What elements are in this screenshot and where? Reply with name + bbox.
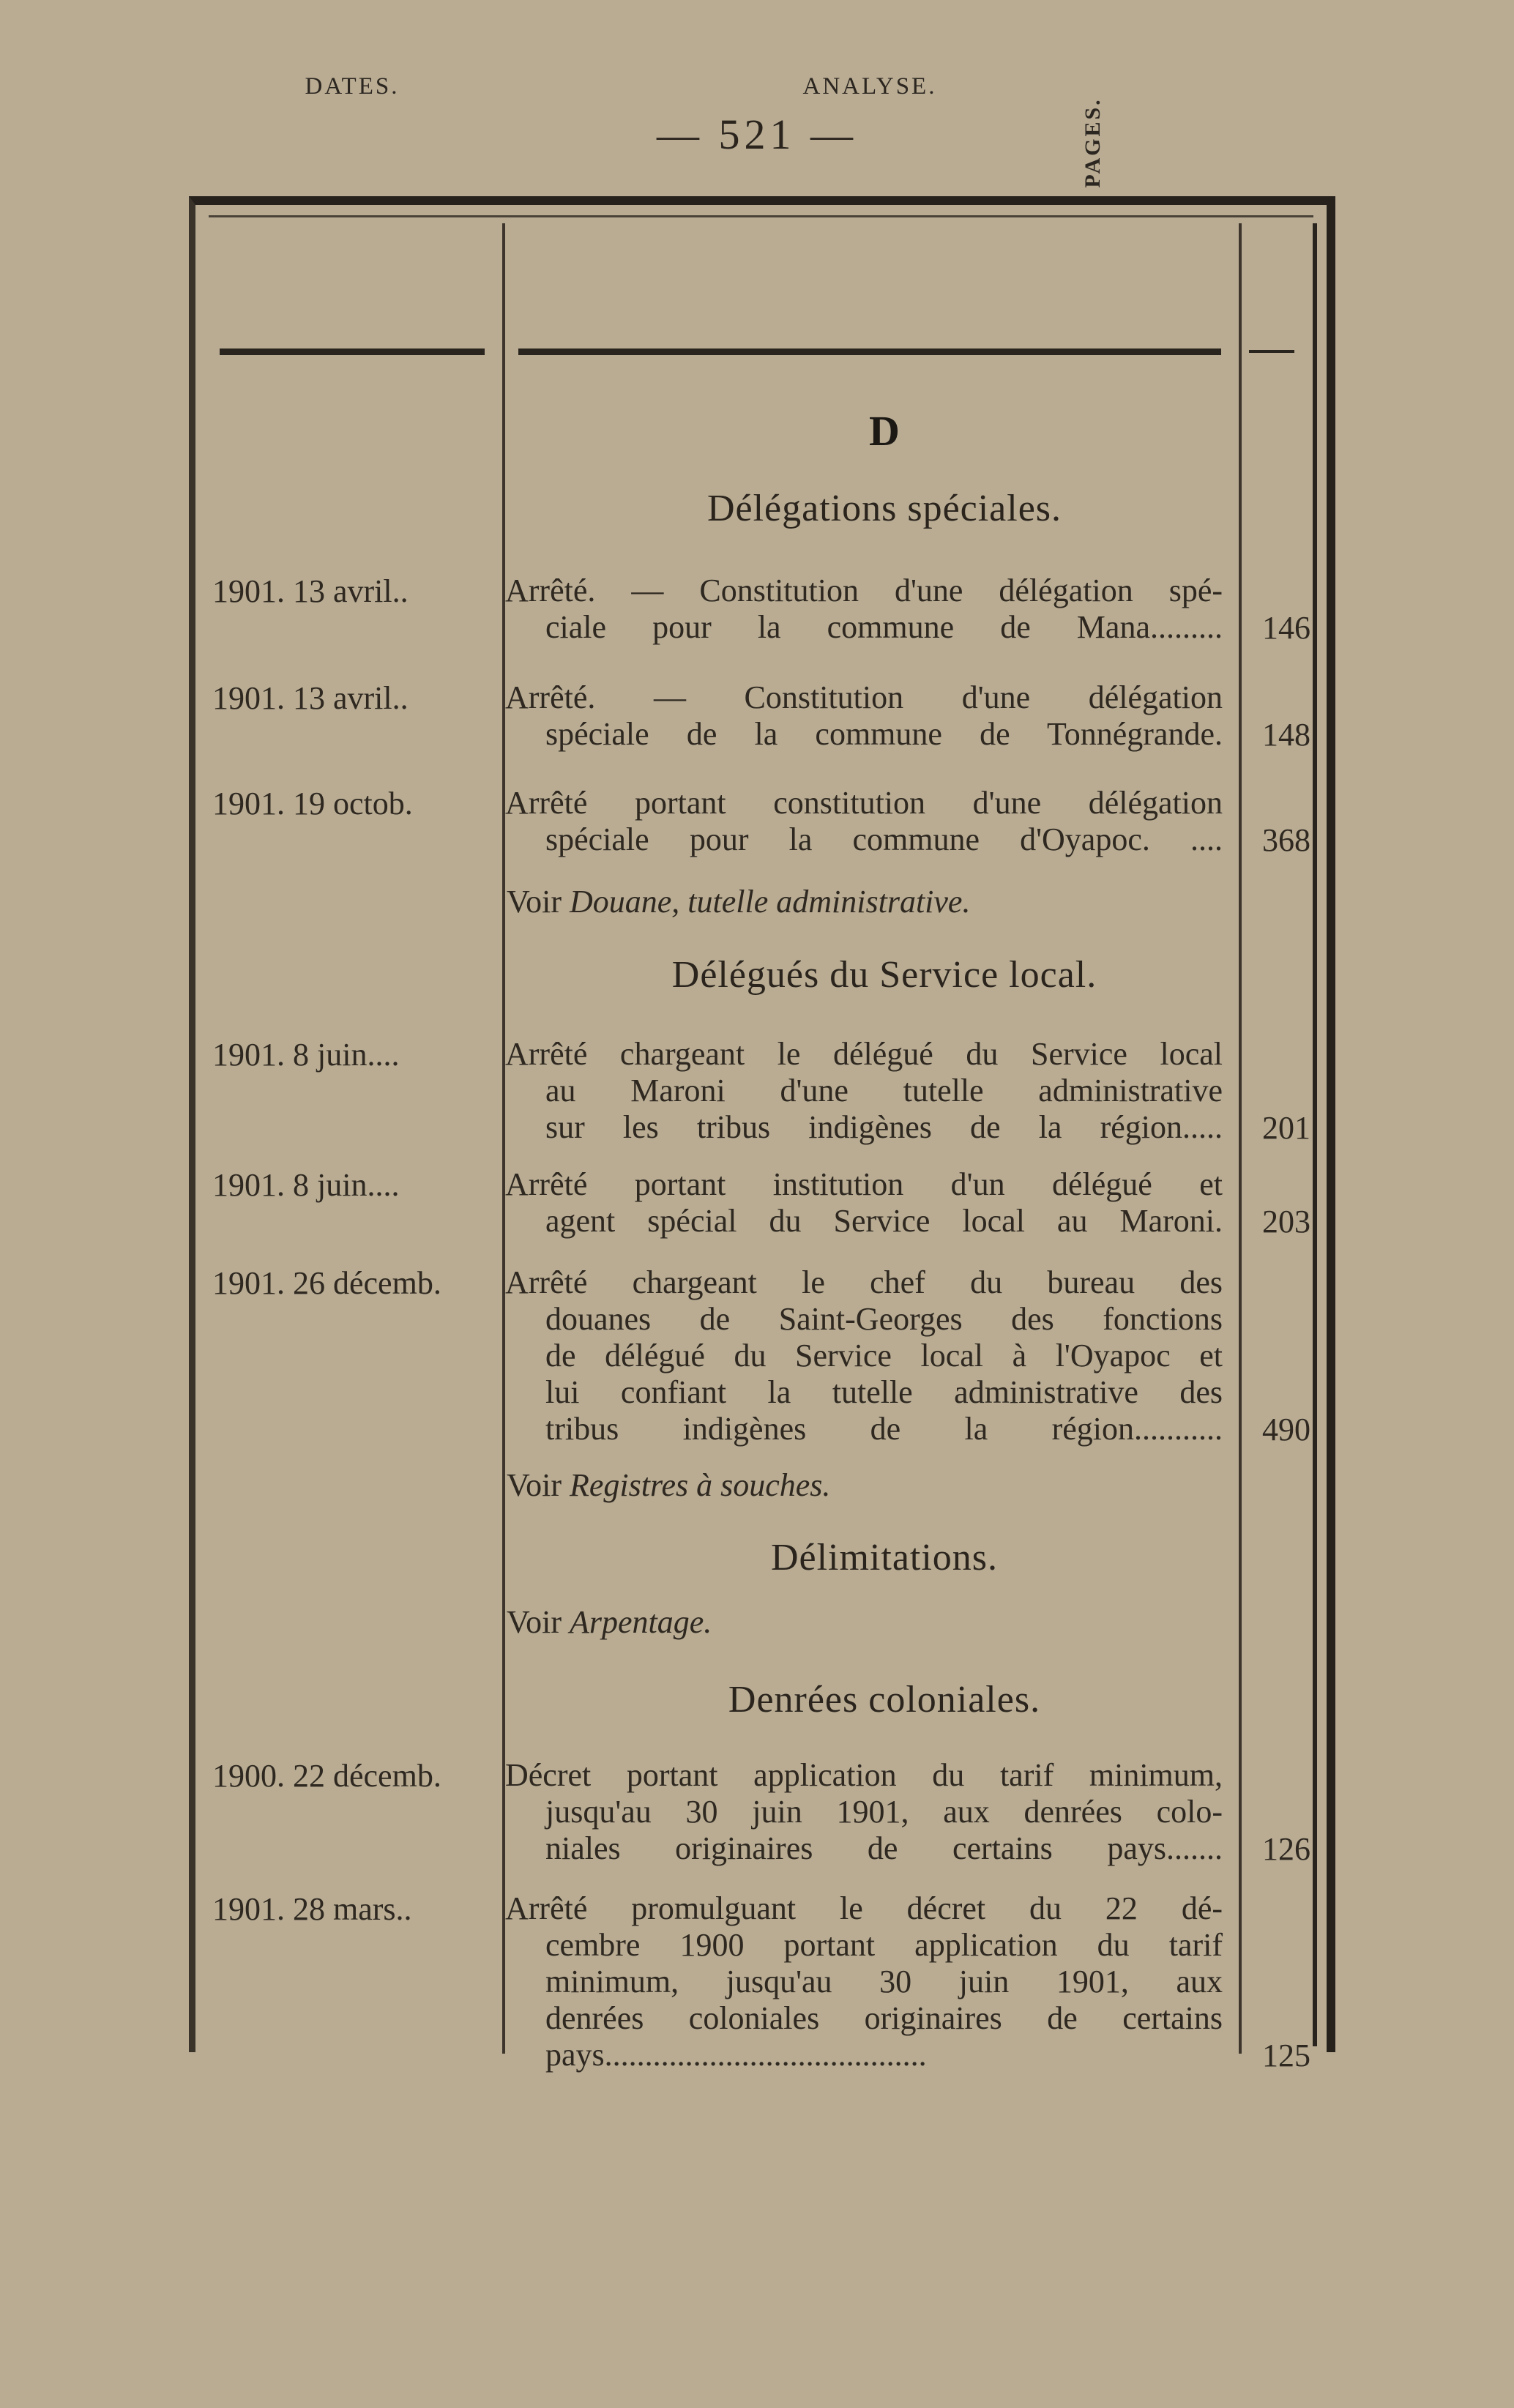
heading-delegues-service-local: Délégués du Service local. [671, 954, 1097, 996]
reference-link-douane[interactable]: Douane, tutelle administrative. [569, 884, 971, 920]
column-header-analyse: ANALYSE. [802, 73, 937, 100]
entry-line: agent spécial du Service local au Maroni. [545, 1203, 1223, 1239]
entry-text [505, 679, 1223, 753]
entry-date: 1901. 19 octob. [212, 786, 413, 821]
voir-label: Voir [507, 1467, 562, 1503]
top-rule [209, 215, 1313, 217]
entry-page: 201 [1262, 1110, 1310, 1146]
entry-date: 1900. 22 décemb. [212, 1758, 441, 1794]
reference-link-arpentage[interactable]: Arpentage. [569, 1604, 712, 1640]
entry-date: 1901. 8 juin.... [212, 1037, 400, 1073]
entry-page: 126 [1262, 1831, 1310, 1867]
analyse-header-rule [518, 348, 1221, 355]
entry-line: Arrêté. — Constitution d'une délégation [505, 679, 1223, 715]
section-letter: D [869, 407, 900, 455]
entry-text [505, 573, 1223, 646]
reference-douane [507, 883, 1239, 920]
pages-header-rule [1249, 350, 1294, 353]
entry-page: 203 [1262, 1204, 1310, 1240]
entry-line: minimum, jusqu'au 30 juin 1901, aux [545, 1964, 1223, 1999]
entry-line: niales originaires de certains pays....... [545, 1830, 1223, 1866]
reference-link-registres[interactable]: Registres à souches. [569, 1467, 831, 1503]
entry-text [505, 1036, 1223, 1146]
entry-date: 1901. 8 juin.... [212, 1167, 400, 1203]
entry-line: pays........................................ [545, 2037, 927, 2073]
entry-line: cembre 1900 portant application du tarif [545, 1927, 1223, 1963]
entry-line: denrées coloniales originaires de certains [545, 2000, 1223, 2036]
dates-header-rule [220, 348, 485, 355]
entry-date: 1901. 26 décemb. [212, 1265, 441, 1301]
entry-line: spéciale pour la commune d'Oyapoc. .... [545, 821, 1223, 857]
entry-line: Arrêté promulguant le décret du 22 dé- [505, 1890, 1223, 1926]
entry-line: ciale pour la commune de Mana......... [545, 609, 1223, 645]
entry-date: 1901. 28 mars.. [212, 1891, 412, 1927]
entry-text [505, 1264, 1223, 1447]
entry-line: Décret portant application du tarif minimum, [505, 1757, 1223, 1793]
heading-delimitations: Délimitations. [770, 1537, 999, 1578]
entry-line: lui confiant la tutelle administrative des [545, 1374, 1223, 1410]
entry-line: Arrêté. — Constitution d'une délégation spé- [505, 573, 1223, 608]
entry-date: 1901. 13 avril.. [212, 680, 409, 716]
pages-column-rule [1313, 223, 1317, 2046]
reference-arpentage [507, 1603, 1239, 1641]
entry-line: tribus indigènes de la région........... [545, 1411, 1223, 1447]
entry-line: jusqu'au 30 juin 1901, aux denrées colo- [545, 1794, 1223, 1830]
reference-registres [507, 1466, 1239, 1504]
entry-date: 1901. 13 avril.. [212, 573, 409, 609]
entry-line: Arrêté portant constitution d'une délégation [505, 785, 1223, 821]
heading-delegations-speciales: Délégations spéciales. [706, 488, 1062, 529]
entry-page: 368 [1262, 822, 1310, 858]
entry-page: 148 [1262, 717, 1310, 753]
entry-text [505, 1890, 1223, 2073]
column-header-dates: DATES. [305, 73, 400, 100]
entry-text [505, 1166, 1223, 1240]
entry-line: de délégué du Service local à l'Oyapoc et [545, 1338, 1223, 1373]
entry-page: 146 [1262, 610, 1310, 646]
heading-denrees-coloniales: Denrées coloniales. [728, 1679, 1041, 1721]
entry-line: au Maroni d'une tutelle administrative [545, 1073, 1223, 1108]
page-number: — 521 — [657, 111, 857, 158]
entry-line: spéciale de la commune de Tonnégrande. [545, 716, 1223, 752]
entry-text [505, 785, 1223, 858]
entry-page: 490 [1262, 1412, 1310, 1447]
column-header-pages: PAGES. [1081, 97, 1105, 188]
entry-line: sur les tribus indigènes de la région..... [545, 1109, 1223, 1145]
voir-label: Voir [507, 884, 562, 920]
entry-page: 125 [1262, 2038, 1310, 2073]
entry-line: Arrêté chargeant le chef du bureau des [505, 1264, 1223, 1300]
entry-line: Arrêté portant institution d'un délégué et [505, 1166, 1223, 1202]
entry-line: Arrêté chargeant le délégué du Service local [505, 1036, 1223, 1072]
entry-text [505, 1757, 1223, 1867]
voir-label: Voir [507, 1604, 562, 1640]
entry-line: douanes de Saint-Georges des fonctions [545, 1301, 1223, 1337]
